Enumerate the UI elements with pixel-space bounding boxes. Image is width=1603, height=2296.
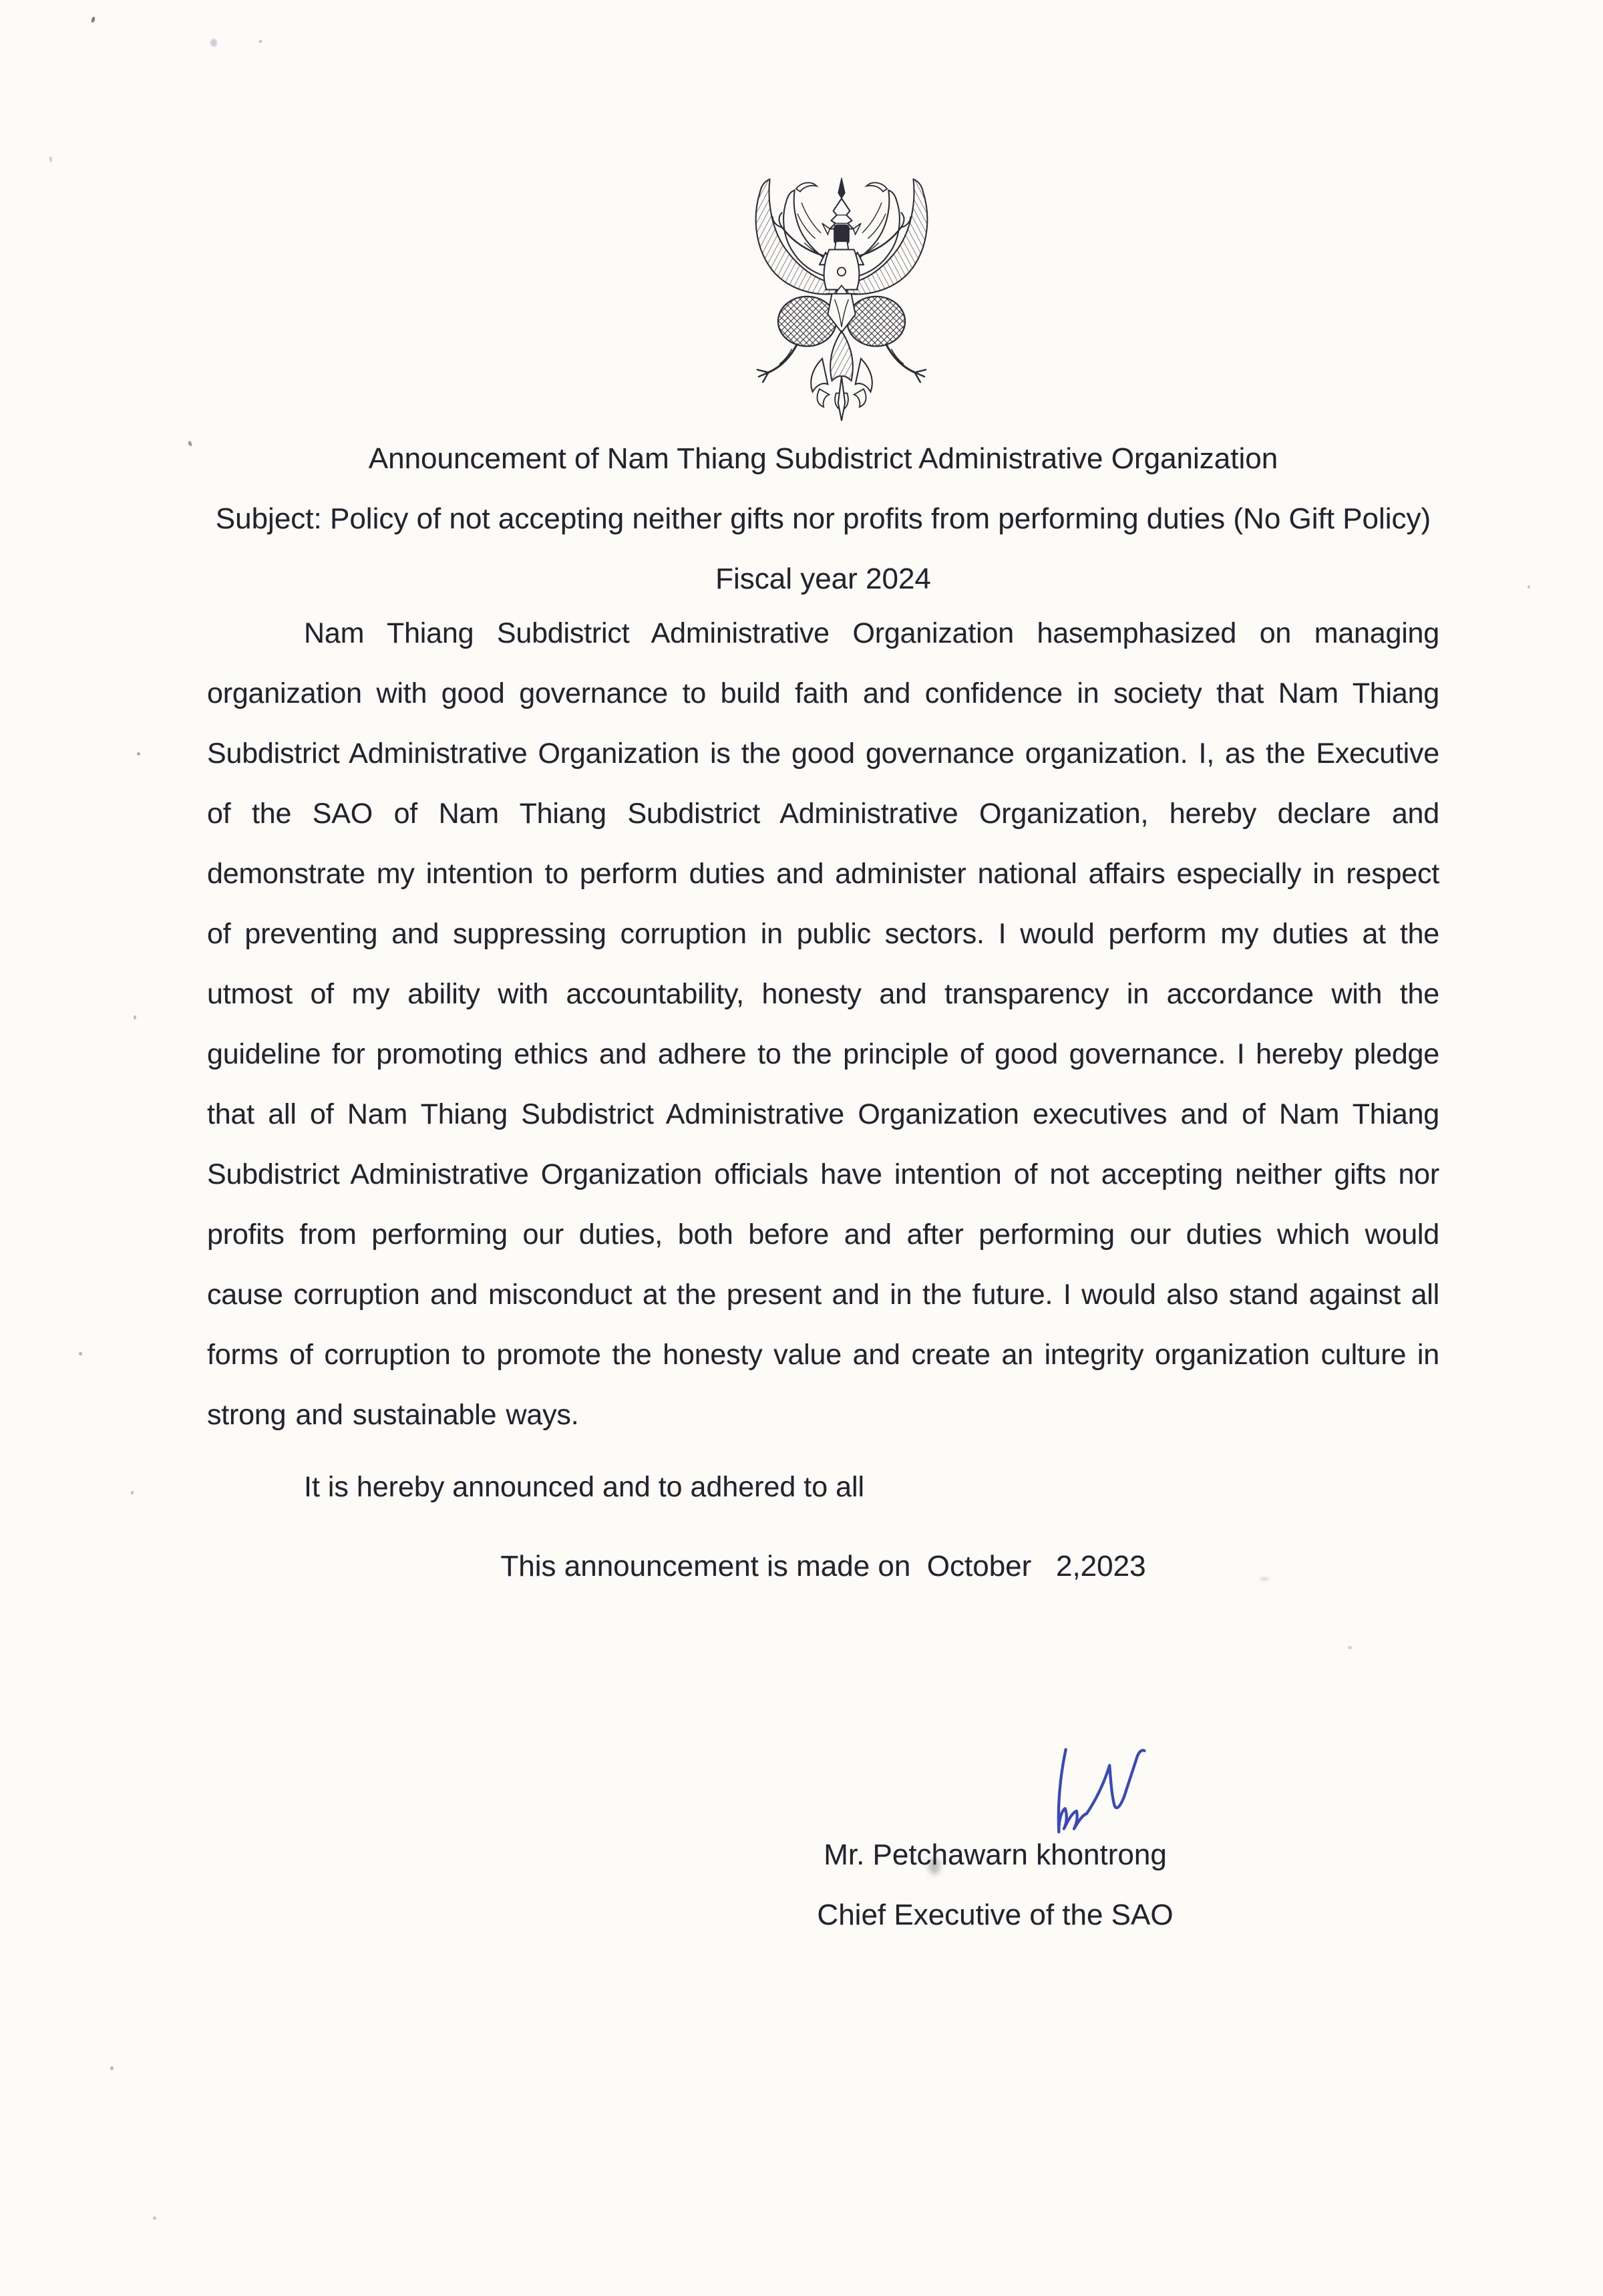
signature-ink-icon [1037,1742,1164,1854]
signatory-title: Chief Executive of the SAO [817,1899,1174,1931]
thai-garuda-emblem-icon [738,175,945,424]
subject-line: Subject: Policy of not accepting neither gifts nor profits from performing duties (No Gift Policy) [215,502,1431,535]
scan-speck [131,1491,134,1494]
scan-speck [79,1352,82,1355]
scan-speck [137,752,140,756]
scan-speck [91,16,96,23]
announcement-title: Announcement of Nam Thiang Subdistrict Administrative Organization [368,442,1278,475]
signatory-name: Mr. Petchawarn khontrong [824,1838,1167,1871]
scan-speck [1260,1577,1269,1581]
policy-paragraph: Nam Thiang Subdistrict Administrative Organization hasemphasized on managing organization with good governance to build faith and confidence in society that Nam Thiang Subdistrict Administrative Organization is the good governance organization. I, as the Executive of the SAO of Nam Thiang Subdistrict Administrative Organization, hereby declare and demonstrate my intention to perform duties and administer national affairs especially in respect of preventing and suppressing corruption in public sectors. I would perform my duties at the utmost of my ability with accountability, honesty and transparency in accordance with the guideline for promoting ethics and adhere to the principle of good governance. I hereby pledge that all of Nam Thiang Subdistrict Administrative Organization executives and of Nam Thiang Subdistrict Administrative Organization officials have intention of not accepting neither gifts nor profits from performing our duties, both before and after performing our duties which would cause corruption and misconduct at the present and in the future. I would also stand against all forms of corruption to promote the honesty value and create an integrity organization culture in strong and sustainable ways. [207,617,1439,1431]
scan-speck [49,156,52,162]
document-heading [207,429,1439,609]
scan-speck [1528,585,1530,589]
scan-speck [110,2066,114,2070]
scan-speck [153,2217,156,2220]
closing-line: It is hereby announced and to adhered to all [304,1471,865,1503]
scan-speck [188,440,193,446]
scan-speck [210,39,217,47]
scan-speck [134,1015,136,1019]
fiscal-year-line: Fiscal year 2024 [715,562,931,595]
scan-speck [259,40,262,43]
announcement-date-line: This announcement is made on October 2,2023 [500,1550,1146,1583]
scan-speck [1348,1646,1352,1649]
